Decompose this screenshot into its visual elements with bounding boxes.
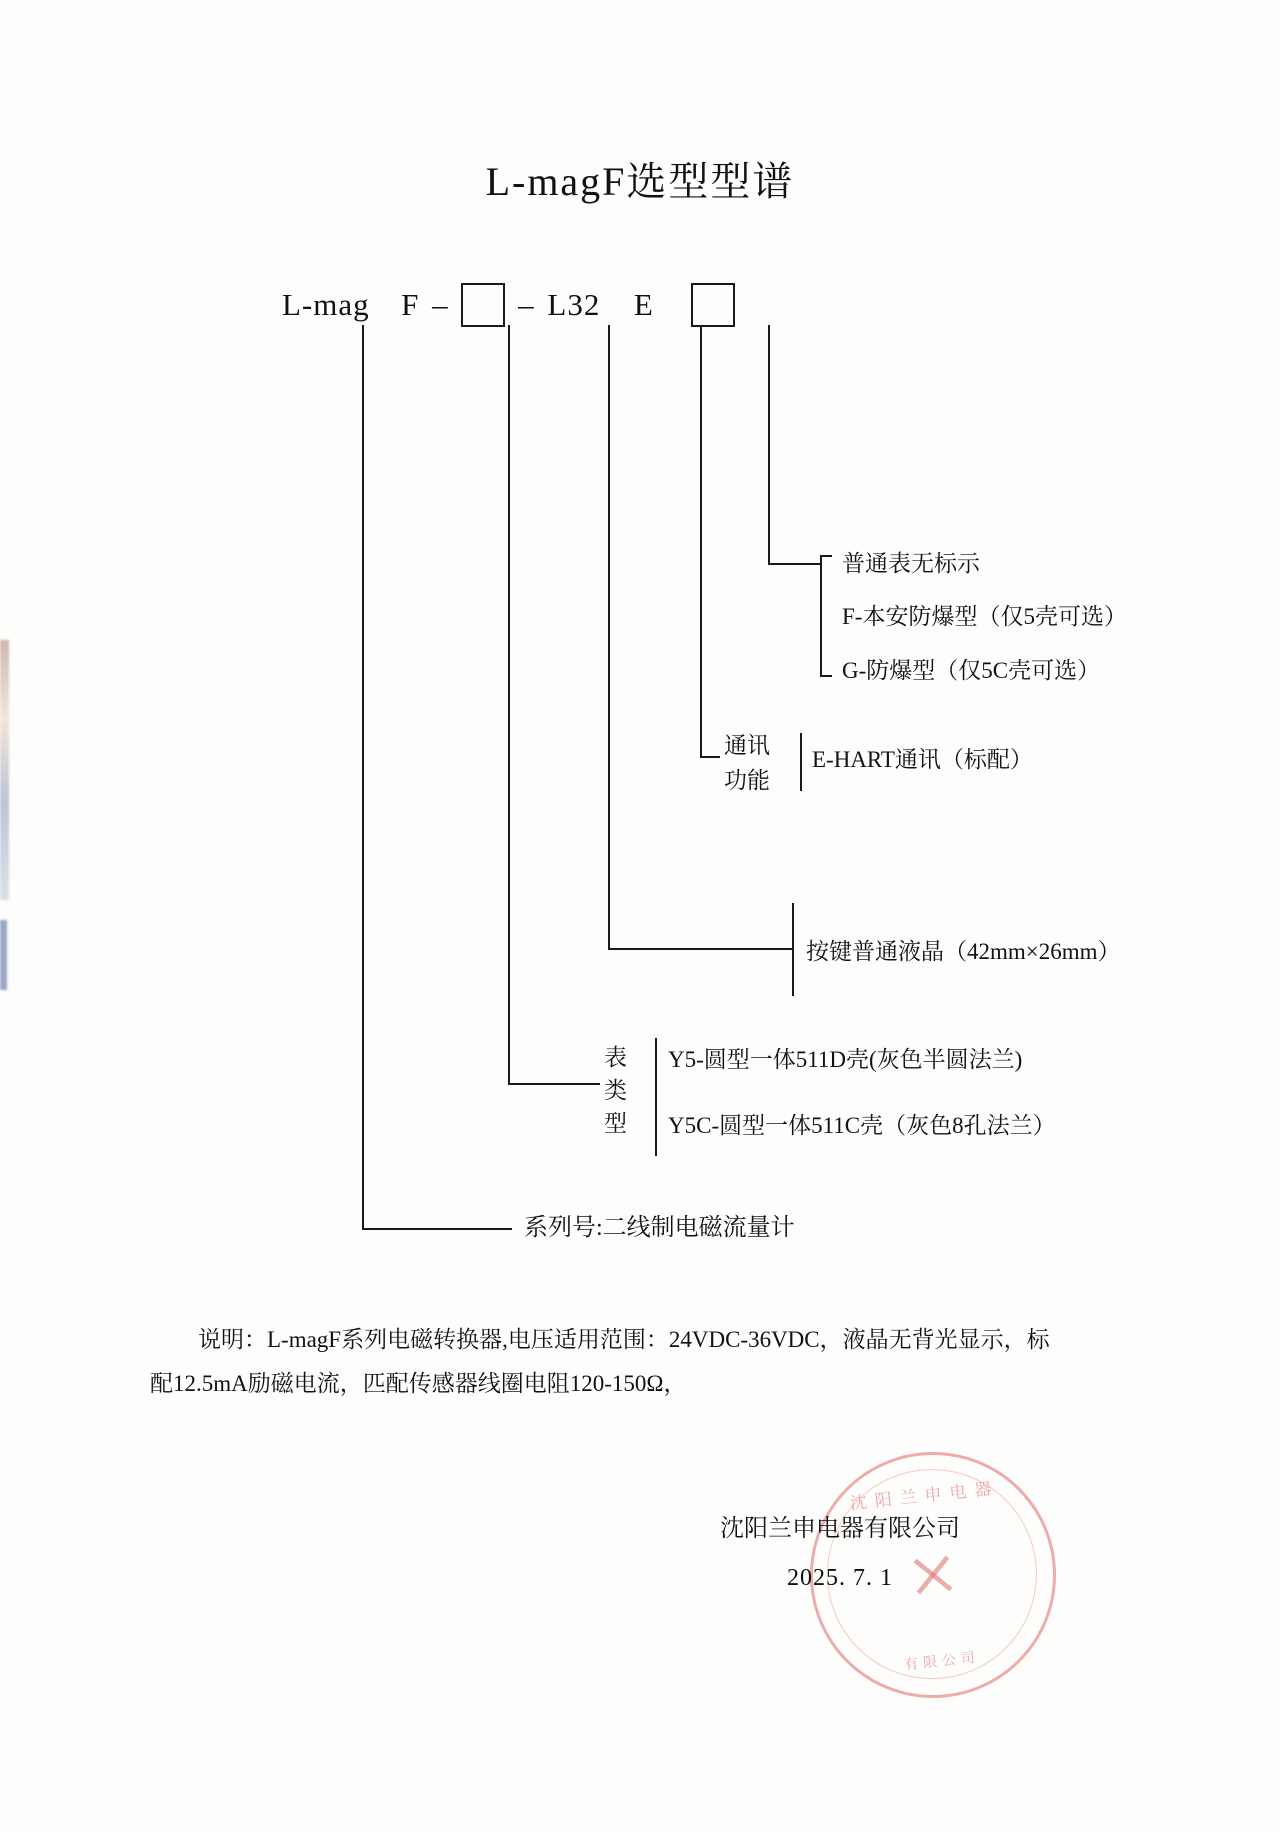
scan-artifact-left-2 (0, 920, 7, 990)
note-line-2: 配12.5mA励磁电流，匹配传感器线圈电阻120-150Ω， (150, 1371, 687, 1396)
meter-type-item-1: Y5C-圆型一体511C壳（灰色8孔法兰） (668, 1113, 1056, 1138)
leader-meter-type-vertical (508, 325, 510, 1085)
leader-communication-horizontal (700, 756, 720, 758)
signature-date: 2025. 7. 1 (787, 1565, 893, 1591)
explosion-item-0: 普通表无标示 (842, 551, 980, 576)
communication-group-label-line2: 功能 (724, 768, 770, 793)
code-prefix: L-mag (282, 287, 370, 322)
meter-type-item-0: Y5-圆型一体511D壳(灰色半圆法兰) (668, 1047, 1023, 1072)
leader-communication-vertical (700, 325, 702, 758)
model-code-line (282, 283, 735, 327)
bracket-display (792, 903, 794, 996)
leader-display-horizontal (608, 948, 794, 950)
leader-explosion-horizontal (768, 563, 820, 565)
code-box-explosion (691, 283, 735, 327)
bracket-explosion (820, 555, 822, 675)
communication-group-label-line1: 通讯 (724, 733, 770, 758)
meter-type-group-label-line2: 类 (604, 1078, 627, 1103)
leader-series-vertical (362, 325, 364, 1230)
scan-artifact-left (0, 640, 9, 900)
bracket-explosion-tick-2 (820, 675, 832, 677)
explosion-item-2: G-防爆型（仅5C壳可选） (842, 658, 1101, 683)
code-communication: E (633, 287, 654, 322)
signature-block (690, 1508, 990, 1592)
code-size: L32 (547, 287, 601, 322)
note-line-1: 说明：L-magF系列电磁转换器,电压适用范围：24VDC-36VDC，液晶无背光显示，标 (198, 1327, 1050, 1352)
leader-series-horizontal (362, 1228, 512, 1230)
explanation-note (150, 1318, 1140, 1406)
bracket-meter-type (655, 1038, 657, 1156)
meter-type-group-label-line3: 型 (604, 1111, 627, 1136)
code-series-letter: F (401, 287, 420, 322)
stamp-bottom-text: 有限公司 (903, 1650, 981, 1674)
leader-explosion-vertical (768, 325, 770, 565)
company-name: 沈阳兰申电器有限公司 (720, 1516, 960, 1542)
page-title: L-magF选型型谱 (485, 159, 795, 204)
stamp-top-text: 沈阳兰申电器 (849, 1478, 1001, 1514)
code-dash-1: – (432, 287, 449, 322)
series-item-0: 系列号:二线制电磁流量计 (524, 1215, 795, 1241)
leader-meter-type-horizontal (508, 1083, 600, 1085)
bracket-communication (800, 733, 802, 791)
display-item-0: 按键普通液晶（42mm×26mm） (806, 939, 1121, 964)
code-dash-2: – (518, 287, 535, 322)
communication-item-0: E-HART通讯（标配） (812, 747, 1033, 772)
explosion-item-1: F-本安防爆型（仅5壳可选） (842, 604, 1127, 629)
meter-type-group-label-line1: 表 (604, 1045, 627, 1070)
code-box-meter-type (461, 283, 505, 327)
bracket-explosion-tick-1 (820, 555, 832, 557)
leader-display-vertical (608, 325, 610, 950)
